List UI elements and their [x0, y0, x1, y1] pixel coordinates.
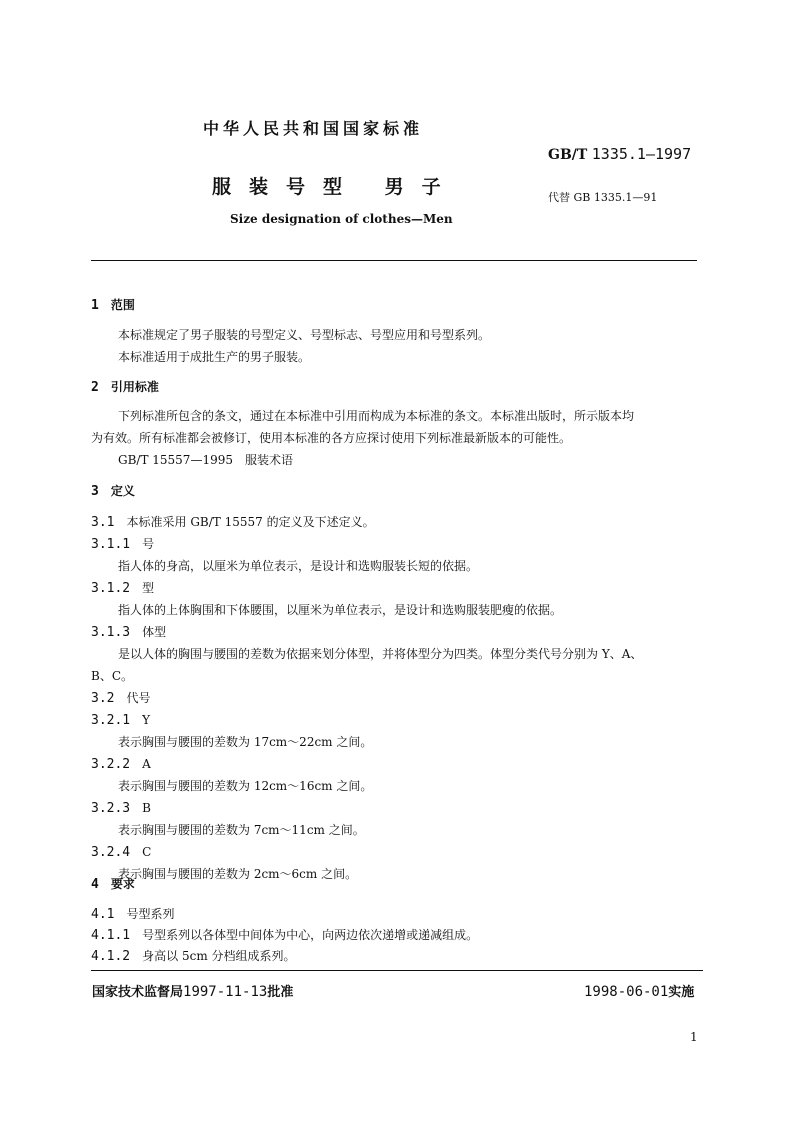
section-2-paragraph-1: 下列标准所包含的条文，通过在本标准中引用而构成为本标准的条文。本标准出版时，所示版本均: [118, 409, 635, 423]
clause-3-1-1-text: 指人体的身高，以厘米为单位表示，是设计和选购服装长短的依据。: [118, 559, 479, 573]
clause-3-2-3: 3.2.3 B: [91, 801, 151, 816]
clause-3-1-3-text: 是以人体的胸围与腰围的差数为依据来划分体型，并将体型分为四类。体型分类代号分别为 Y、A、: [118, 647, 643, 661]
section-1-paragraph-1: 本标准规定了男子服装的号型定义、号型标志、号型应用和号型系列。: [118, 328, 491, 342]
section-2-paragraph-1-cont: 为有效。所有标准都会被修订，使用本标准的各方应探讨使用下列标准最新版本的可能性。: [91, 431, 572, 445]
clause-3-1-2-text: 指人体的上体胸围和下体腰围，以厘米为单位表示，是设计和选购服装肥瘦的依据。: [118, 603, 563, 617]
section-4-heading: 4 要求: [91, 877, 135, 892]
footer-divider: [91, 970, 703, 971]
std-prefix: GB/T: [548, 147, 588, 163]
clause-3-2-3-text: 表示胸围与腰围的差数为 7cm～11cm 之间。: [118, 823, 365, 837]
clause-4-1-2: 4.1.2 身高以 5cm 分档组成系列。: [91, 949, 296, 964]
header-divider: [91, 260, 697, 261]
clause-4-1-1: 4.1.1 号型系列以各体型中间体为中心，向两边依次递增或递减组成。: [91, 928, 479, 943]
clause-3-2-4: 3.2.4 C: [91, 845, 152, 860]
clause-3-2-1: 3.2.1 Y: [91, 713, 151, 728]
document-title: 服装号型 男子: [212, 176, 459, 198]
page-number: 1: [690, 1030, 698, 1044]
std-number: 1335.1—1997: [591, 145, 692, 163]
clause-3-2-2: 3.2.2 A: [91, 757, 151, 772]
standard-title: 中华人民共和国国家标准: [203, 119, 424, 138]
section-2-heading: 2 引用标准: [91, 380, 159, 395]
clause-3-1: 3.1 本标准采用 GB/T 15557 的定义及下述定义。: [91, 515, 375, 530]
section-2-reference: GB/T 15557—1995 服装术语: [118, 453, 293, 467]
clause-3-2-4-text: 表示胸围与腰围的差数为 2cm～6cm 之间。: [118, 867, 358, 881]
clause-3-1-3-text-cont: B、C。: [91, 669, 134, 683]
clause-3-1-1: 3.1.1 号: [91, 537, 155, 552]
clause-3-2-2-text: 表示胸围与腰围的差数为 12cm～16cm 之间。: [118, 779, 373, 793]
clause-3-1-3: 3.1.3 体型: [91, 625, 167, 640]
effective-line: 1998-06-01实施: [584, 984, 695, 1000]
section-1-paragraph-2: 本标准适用于成批生产的男子服装。: [118, 350, 311, 364]
clause-4-1: 4.1 号型系列: [91, 907, 175, 922]
clause-3-2: 3.2 代号: [91, 691, 151, 706]
replaces-note: 代替 GB 1335.1—91: [548, 191, 658, 204]
english-title: Size designation of clothes—Men: [230, 212, 453, 226]
section-1-heading: 1 范围: [91, 298, 135, 313]
clause-3-1-2: 3.1.2 型: [91, 581, 155, 596]
standard-number: [548, 145, 691, 163]
clause-3-2-1-text: 表示胸围与腰围的差数为 17cm～22cm 之间。: [118, 735, 373, 749]
approval-line: 国家技术监督局1997-11-13批准: [92, 984, 294, 1000]
section-3-heading: 3 定义: [91, 484, 135, 499]
